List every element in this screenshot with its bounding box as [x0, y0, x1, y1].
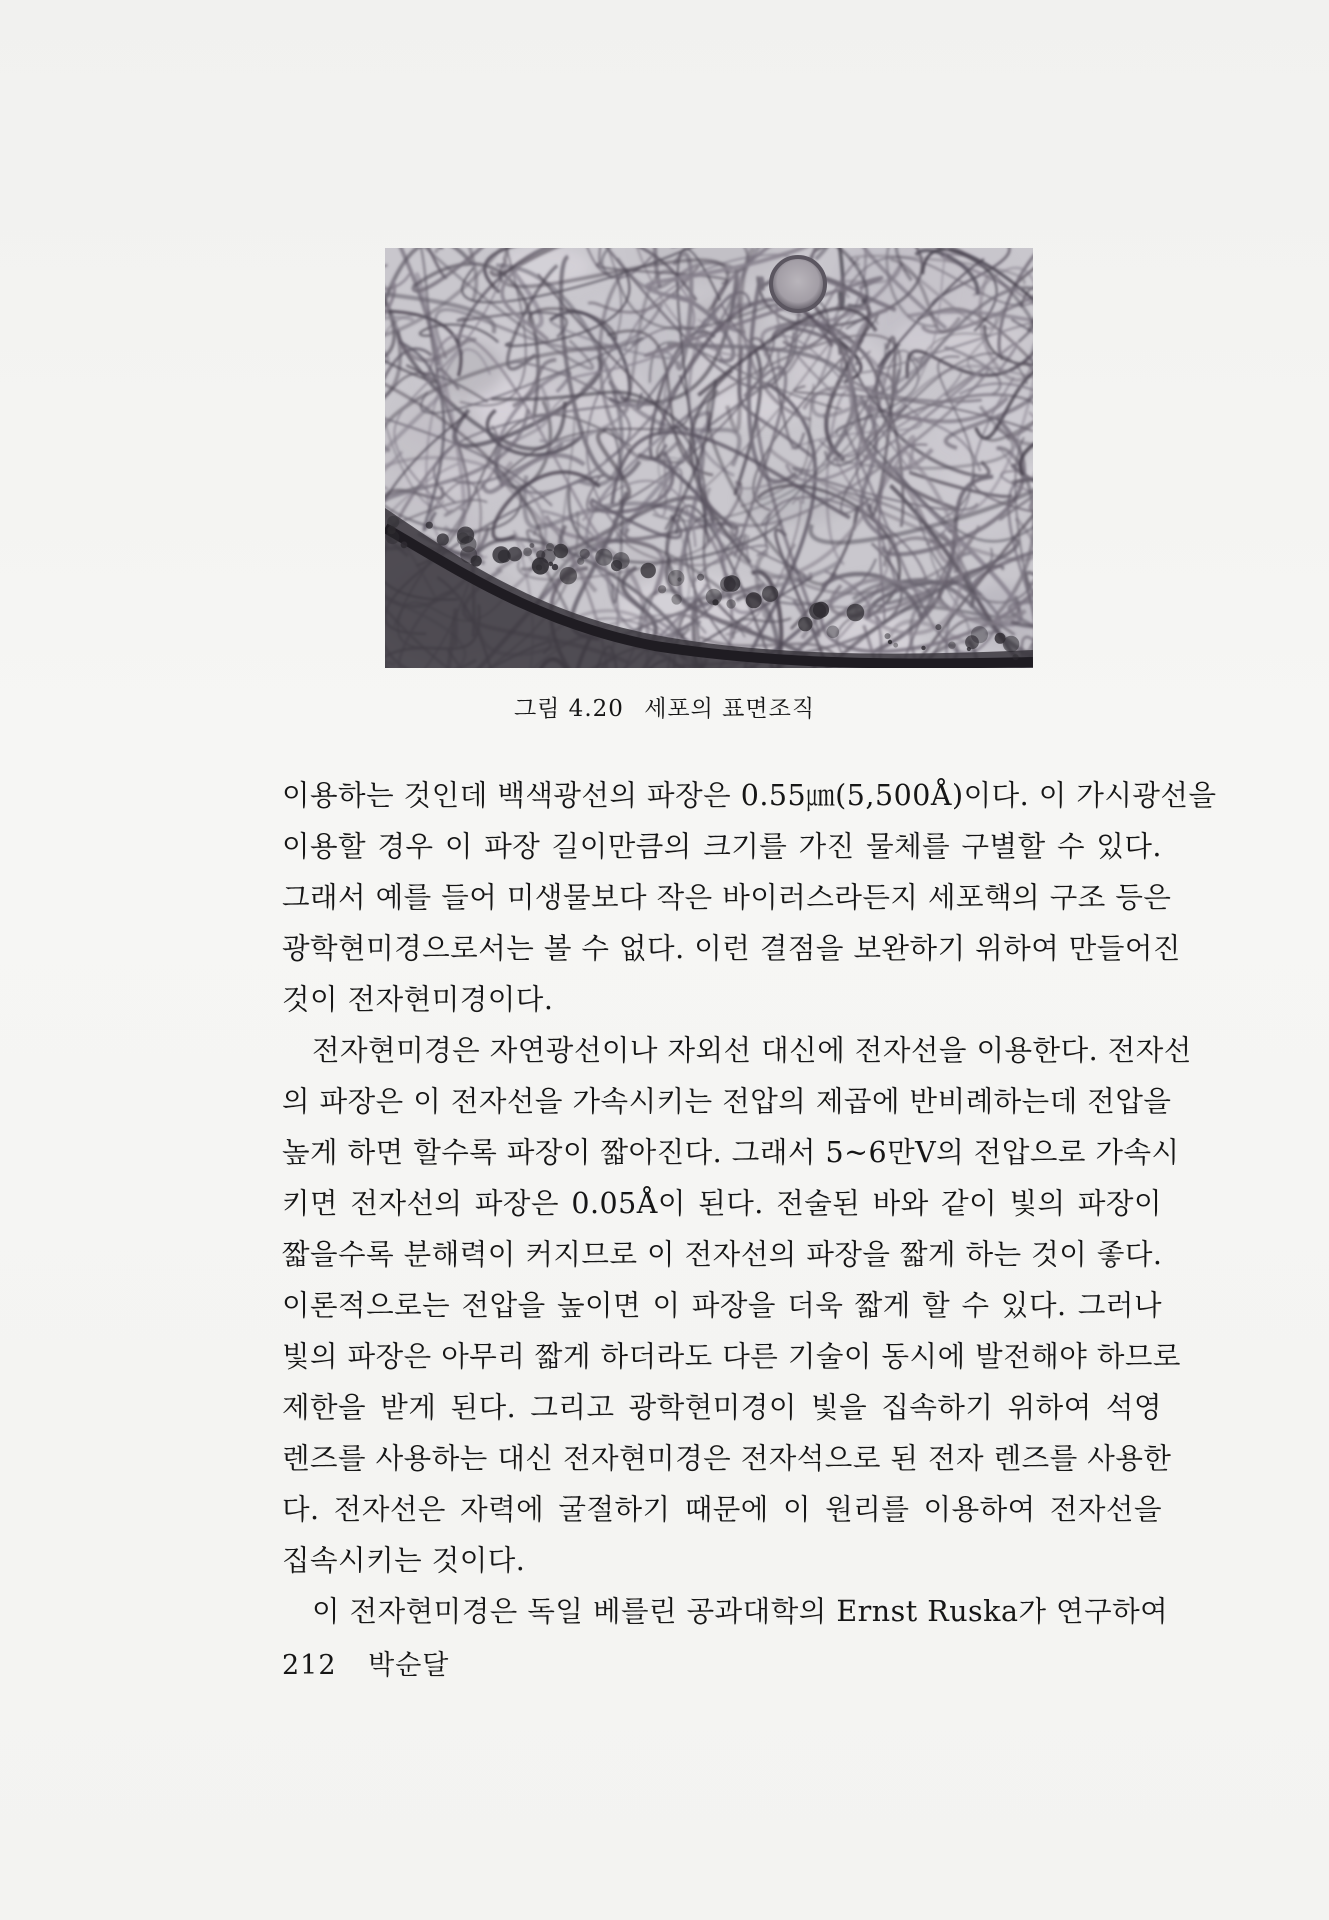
cell-surface-micrograph — [385, 248, 1033, 668]
paragraph — [282, 1586, 1169, 1637]
figure-caption — [0, 690, 1329, 723]
body-text — [282, 770, 1217, 1637]
vesicle-shape — [771, 257, 825, 311]
text-line: 이 전자현미경은 독일 베를린 공과대학의 Ernst Ruska가 연구하여 — [312, 1595, 1169, 1628]
text-line: 높게 하면 할수록 파장이 짧아진다. 그래서 5~6만V의 전압으로 가속시 — [282, 1136, 1180, 1169]
text-line: 이용할 경우 이 파장 길이만큼의 크기를 가진 물체를 구별할 수 있다. — [282, 830, 1162, 863]
text-line: 것이 전자현미경이다. — [282, 983, 554, 1016]
paragraph — [282, 770, 1217, 1025]
micrograph-image — [385, 248, 1033, 668]
text-line: 짧을수록 분해력이 커지므로 이 전자선의 파장을 짧게 하는 것이 좋다. — [282, 1238, 1163, 1271]
text-line: 제한을 받게 된다. 그리고 광학현미경이 빛을 집속하기 위하여 석영 — [282, 1391, 1162, 1424]
figure-title: 세포의 표면조직 — [644, 696, 816, 722]
text-line: 광학현미경으로서는 볼 수 없다. 이런 결점을 보완하기 위하여 만들어진 — [282, 932, 1181, 965]
figure-number: 그림 4.20 — [513, 696, 624, 722]
page-footer — [282, 1643, 449, 1682]
text-line: 집속시키는 것이다. — [282, 1544, 526, 1577]
paragraph — [282, 1025, 1192, 1586]
page-number: 212 — [282, 1650, 337, 1681]
text-line: 이용하는 것인데 백색광선의 파장은 0.55㎛(5,500Å)이다. 이 가시광선을 — [282, 779, 1217, 812]
text-line: 그래서 예를 들어 미생물보다 작은 바이러스라든지 세포핵의 구조 등은 — [282, 881, 1172, 914]
author-name: 박순달 — [368, 1650, 450, 1681]
text-line: 다. 전자선은 자력에 굴절하기 때문에 이 원리를 이용하여 전자선을 — [282, 1493, 1162, 1526]
text-line: 렌즈를 사용하는 대신 전자현미경은 전자석으로 된 전자 렌즈를 사용한 — [282, 1442, 1172, 1475]
text-line: 전자현미경은 자연광선이나 자외선 대신에 전자선을 이용한다. 전자선 — [312, 1034, 1192, 1067]
text-line: 빛의 파장은 아무리 짧게 하더라도 다른 기술이 동시에 발전해야 하므로 — [282, 1340, 1181, 1373]
text-line: 이론적으로는 전압을 높이면 이 파장을 더욱 짧게 할 수 있다. 그러나 — [282, 1289, 1162, 1322]
text-line: 의 파장은 이 전자선을 가속시키는 전압의 제곱에 반비례하는데 전압을 — [282, 1085, 1172, 1118]
text-line: 키면 전자선의 파장은 0.05Å이 된다. 전술된 바와 같이 빛의 파장이 — [282, 1187, 1162, 1220]
